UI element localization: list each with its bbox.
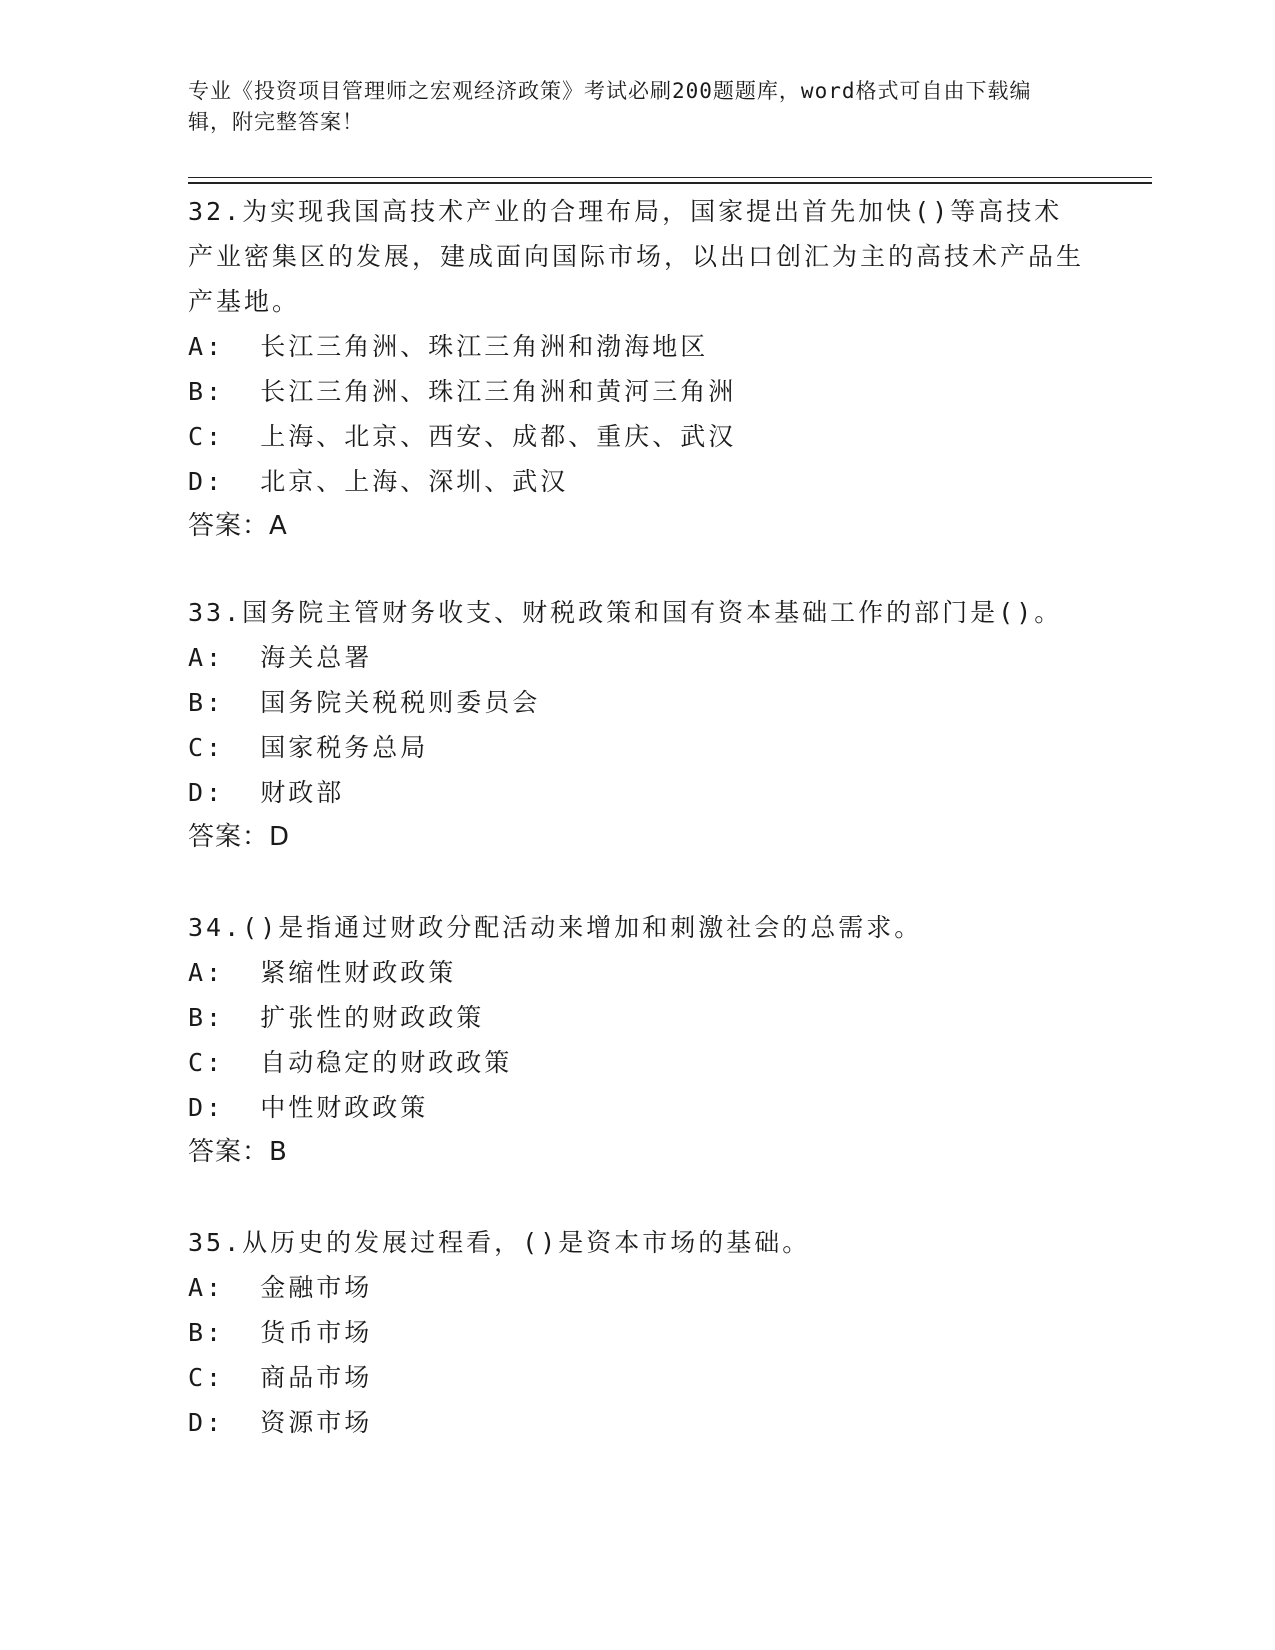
question-stem: 35.从历史的发展过程看，()是资本市场的基础。 — [188, 1228, 811, 1257]
option-a: A: 金融市场 — [188, 1273, 373, 1302]
option-c: C: 商品市场 — [188, 1363, 373, 1392]
option-a: A: 海关总署 — [188, 643, 373, 672]
question-35 — [188, 1220, 1088, 1445]
question-32 — [188, 189, 1088, 549]
question-34 — [188, 905, 1088, 1175]
option-b: B: 长江三角洲、珠江三角洲和黄河三角洲 — [188, 377, 737, 406]
option-a: A: 长江三角洲、珠江三角洲和渤海地区 — [188, 332, 709, 361]
option-c: C: 上海、北京、西安、成都、重庆、武汉 — [188, 422, 737, 451]
option-c: C: 国家税务总局 — [188, 733, 429, 762]
option-d: D: 北京、上海、深圳、武汉 — [188, 467, 569, 496]
question-stem: 34.()是指通过财政分配活动来增加和刺激社会的总需求。 — [188, 913, 923, 942]
answer: 答案：B — [188, 1137, 288, 1167]
option-c: C: 自动稳定的财政政策 — [188, 1048, 513, 1077]
option-d: D: 中性财政政策 — [188, 1093, 429, 1122]
option-d: D: 资源市场 — [188, 1408, 373, 1437]
option-b: B: 货币市场 — [188, 1318, 373, 1347]
question-stem: 33.国务院主管财务收支、财税政策和国有资本基础工作的部门是()。 — [188, 598, 1063, 627]
header-divider-thin — [188, 177, 1152, 178]
option-b: B: 国务院关税税则委员会 — [188, 688, 541, 717]
answer: 答案：A — [188, 511, 288, 541]
question-33 — [188, 590, 1088, 860]
option-a: A: 紧缩性财政政策 — [188, 958, 457, 987]
option-d: D: 财政部 — [188, 778, 345, 807]
answer: 答案：D — [188, 822, 291, 852]
header-divider-thick — [188, 182, 1152, 184]
option-b: B: 扩张性的财政政策 — [188, 1003, 485, 1032]
document-header: 专业《投资项目管理师之宏观经济政策》考试必刷200题题库，word格式可自由下载编辑，附完整答案！ — [188, 79, 1032, 134]
question-stem: 32.为实现我国高技术产业的合理布局，国家提出首先加快()等高技术产业密集区的发展，建成面向国际市场，以出口创汇为主的高技术产品生产基地。 — [188, 197, 1085, 316]
